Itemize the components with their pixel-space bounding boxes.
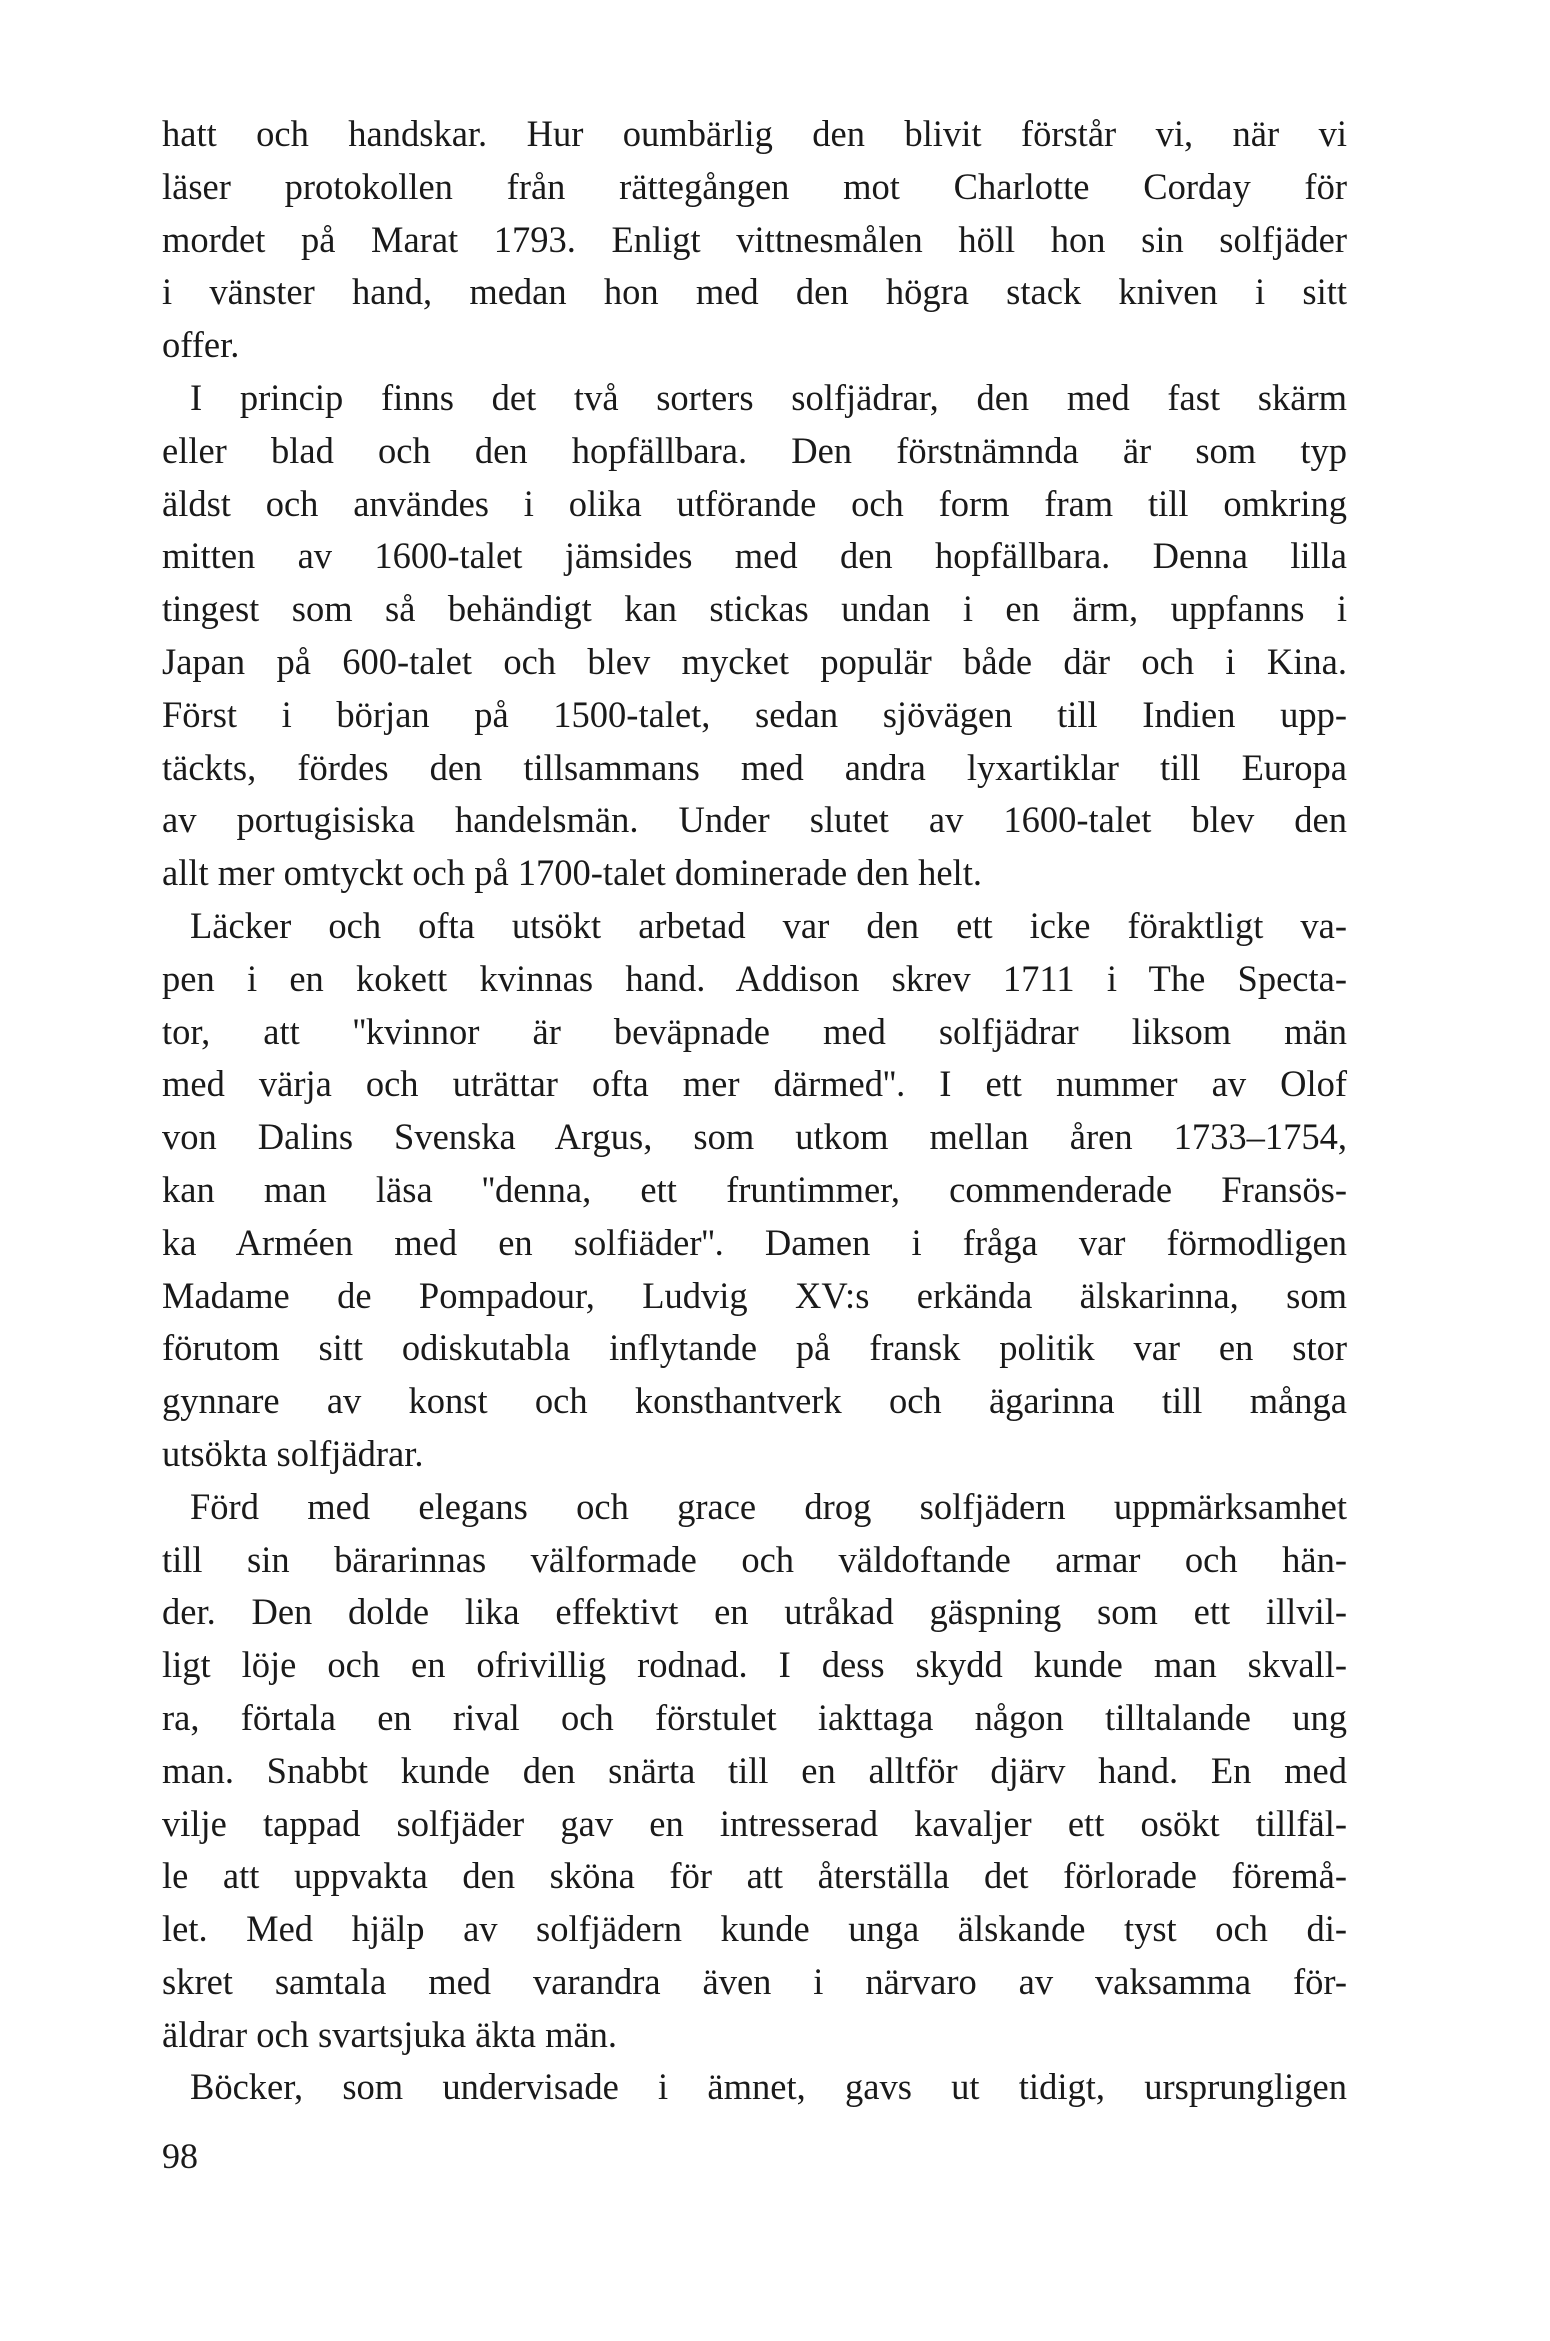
text-line: Först i början på 1500-talet, sedan sjövägen till Indien upp- <box>162 693 1347 735</box>
text-line: Japan på 600-talet och blev mycket populär både där och i Kina. <box>162 640 1347 682</box>
body-text <box>162 108 1347 2114</box>
text-line: der. Den dolde lika effektivt en utråkad gäspning som ett illvil- <box>162 1591 1347 1633</box>
text-line: till sin bärarinnas välformade och väldoftande armar och hän- <box>162 1538 1347 1580</box>
text-line: utsökta solfjädrar. <box>162 1432 424 1474</box>
paragraph <box>162 900 1347 1481</box>
text-line: le att uppvakta den sköna för att återställa det förlorade föremå- <box>162 1855 1347 1897</box>
page-number: 98 <box>162 2136 198 2176</box>
text-line: ra, förtala en rival och förstulet iakttaga någon tilltalande ung <box>162 1696 1347 1738</box>
paragraph <box>162 108 1347 372</box>
text-line: kan man läsa ''denna, ett fruntimmer, commenderade Fransös- <box>162 1168 1347 1210</box>
paragraph <box>162 2061 1347 2114</box>
paragraph <box>162 1481 1347 2062</box>
text-line: eller blad och den hopfällbara. Den förstnämnda är som typ <box>162 429 1347 471</box>
text-line: von Dalins Svenska Argus, som utkom mellan åren 1733–1754, <box>162 1116 1347 1158</box>
text-line: let. Med hjälp av solfjädern kunde unga älskande tyst och di- <box>162 1908 1347 1950</box>
paragraph <box>162 372 1347 900</box>
text-line: Förd med elegans och grace drog solfjädern uppmärksamhet <box>190 1485 1347 1527</box>
text-line: äldrar och svartsjuka äkta män. <box>162 2013 618 2055</box>
text-line: med värja och uträttar ofta mer därmed''. I ett nummer av Olof <box>162 1063 1347 1105</box>
text-line: tor, att ''kvinnor är beväpnade med solfjädrar liksom män <box>162 1010 1347 1052</box>
text-line: I princip finns det två sorters solfjädrar, den med fast skärm <box>190 376 1347 418</box>
text-line: mordet på Marat 1793. Enligt vittnesmålen höll hon sin solfjäder <box>162 218 1347 260</box>
text-line: tingest som så behändigt kan stickas undan i en ärm, uppfanns i <box>162 588 1347 630</box>
text-line: Läcker och ofta utsökt arbetad var den ett icke föraktligt va- <box>190 904 1347 946</box>
text-line: Madame de Pompadour, Ludvig XV:s erkända älskarinna, som <box>162 1274 1347 1316</box>
text-line: pen i en kokett kvinnas hand. Addison skrev 1711 i The Specta- <box>162 957 1347 999</box>
text-line: äldst och användes i olika utförande och form fram till omkring <box>162 482 1347 524</box>
text-line: läser protokollen från rättegången mot Charlotte Corday för <box>162 165 1347 207</box>
text-line: mitten av 1600-talet jämsides med den hopfällbara. Denna lilla <box>162 535 1347 577</box>
text-line: i vänster hand, medan hon med den högra stack kniven i sitt <box>162 271 1347 313</box>
text-line: skret samtala med varandra även i närvaro av vaksamma för- <box>162 1960 1347 2002</box>
text-line: ligt löje och en ofrivillig rodnad. I dess skydd kunde man skvall- <box>162 1644 1347 1686</box>
text-line: man. Snabbt kunde den snärta till en alltför djärv hand. En med <box>162 1749 1347 1791</box>
text-line: vilje tappad solfjäder gav en intresserad kavaljer ett osökt tillfäl- <box>162 1802 1347 1844</box>
text-line: Böcker, som undervisade i ämnet, gavs ut tidigt, ursprungligen <box>190 2066 1347 2108</box>
text-line: hatt och handskar. Hur oumbärlig den blivit förstår vi, när vi <box>162 113 1347 154</box>
text-line: förutom sitt odiskutabla inflytande på fransk politik var en stor <box>162 1327 1347 1369</box>
text-line: ka Arméen med en solfiäder''. Damen i fråga var förmodligen <box>162 1221 1347 1263</box>
text-line: allt mer omtyckt och på 1700-talet dominerade den helt. <box>162 852 982 894</box>
text-line: offer. <box>162 324 240 366</box>
text-line: gynnare av konst och konsthantverk och ägarinna till många <box>162 1380 1347 1422</box>
text-line: täckts, fördes den tillsammans med andra lyxartiklar till Europa <box>162 746 1347 788</box>
text-line: av portugisiska handelsmän. Under slutet av 1600-talet blev den <box>162 799 1347 841</box>
